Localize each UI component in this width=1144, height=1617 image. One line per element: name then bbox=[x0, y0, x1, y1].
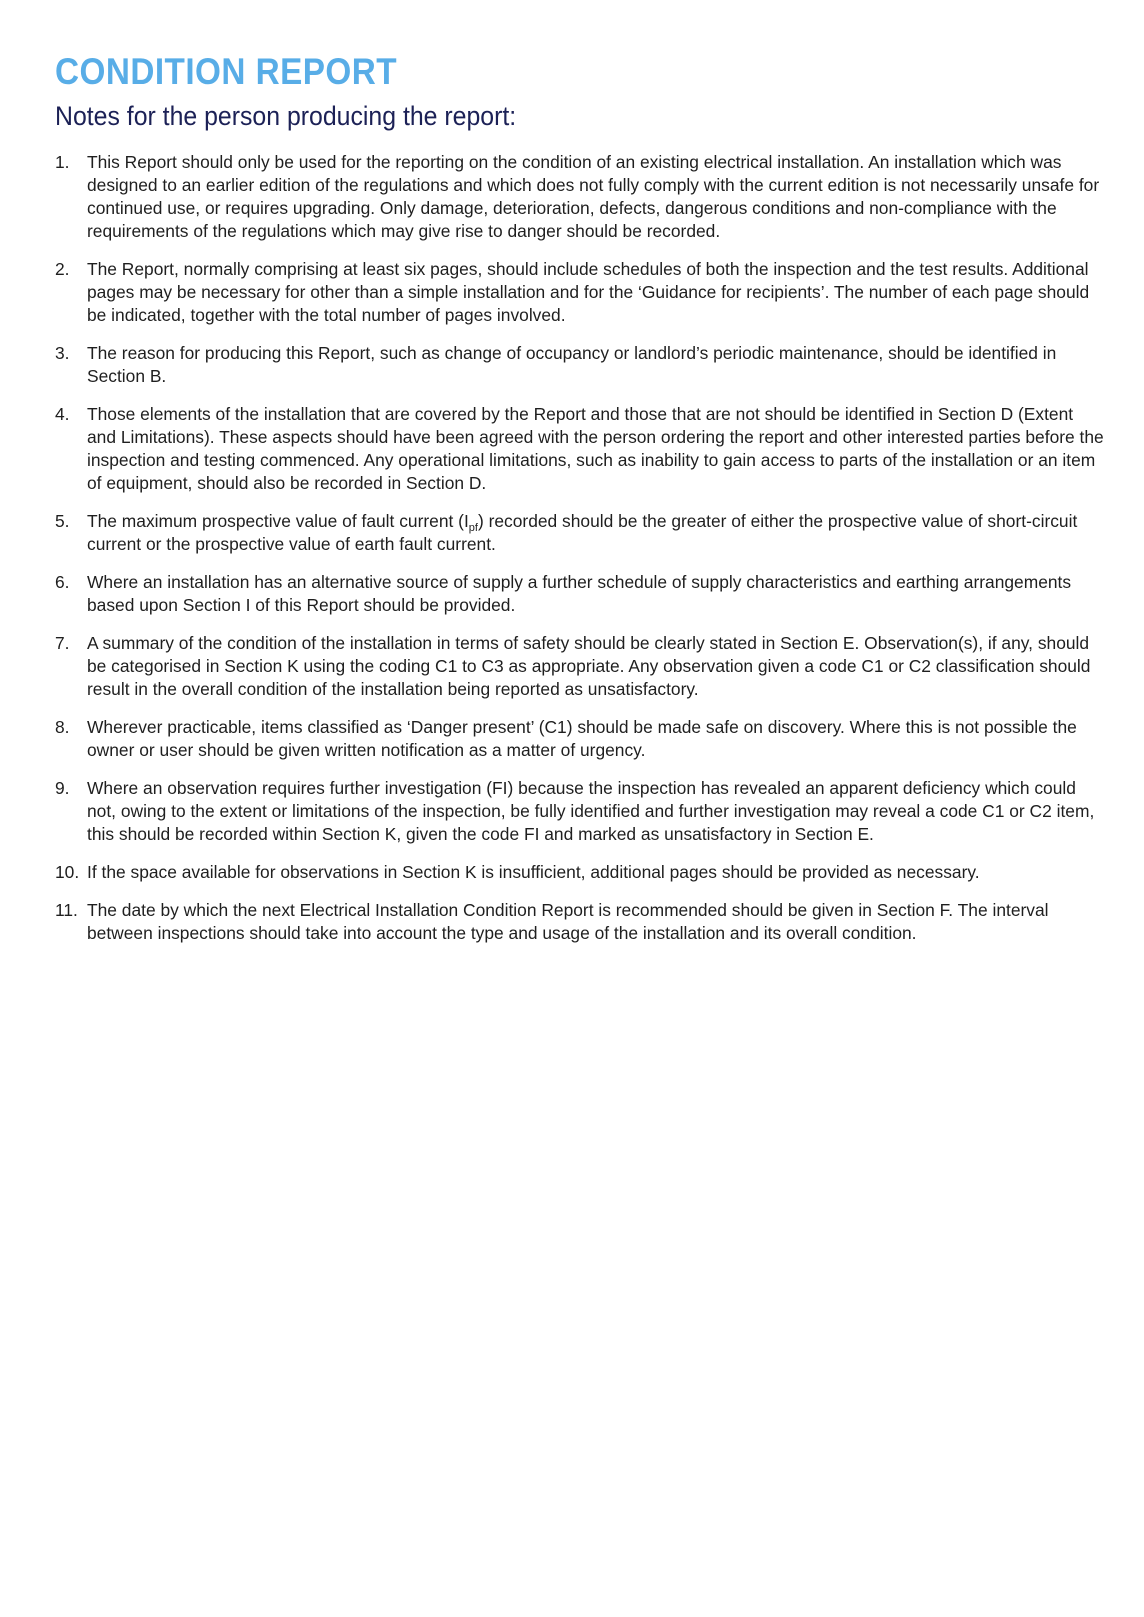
note-number: 6. bbox=[55, 572, 70, 592]
note-item bbox=[55, 861, 1105, 884]
note-item bbox=[55, 632, 1105, 701]
note-item bbox=[55, 510, 1105, 556]
note-text-before: The maximum prospective value of fault current (I bbox=[87, 511, 469, 531]
page-subtitle: Notes for the person producing the report: bbox=[55, 101, 517, 131]
note-text: If the space available for observations in Section K is insufficient, additional pages should be provided as necessary. bbox=[87, 862, 980, 882]
note-item bbox=[55, 716, 1105, 762]
note-text: The reason for producing this Report, such as change of occupancy or landlord’s periodic maintenance, should be identified in Section B. bbox=[87, 343, 1057, 386]
note-text: The Report, normally comprising at least six pages, should include schedules of both the inspection and the test results. Additional pages may be necessary for other than a simple installation and for the ‘Guidance for recipients’. The number of each page should be indicated, together with the total number of pages involved. bbox=[87, 259, 1090, 325]
note-item bbox=[55, 899, 1105, 945]
note-number: 7. bbox=[55, 633, 70, 653]
note-text: Where an observation requires further investigation (FI) because the inspection has revealed an apparent deficiency which could not, owing to the extent or limitations of the inspection, be fully identified and further investigation may reveal a code C1 or C2 item, this should be recorded within Section K, given the code FI and marked as unsatisfactory in Section E. bbox=[87, 778, 1095, 844]
note-item bbox=[55, 403, 1105, 495]
note-number: 1. bbox=[55, 152, 70, 172]
note-number: 11. bbox=[55, 900, 78, 920]
note-text: Wherever practicable, items classified as ‘Danger present’ (C1) should be made safe on discovery. Where this is not possible the owner or user should be given written notification as a matter of urgency. bbox=[87, 717, 1077, 760]
note-text: This Report should only be used for the reporting on the condition of an existing electrical installation. An installation which was designed to an earlier edition of the regulations and which does not fully comply with the current edition is not necessarily unsafe for continued use, or requires upgrading. Only damage, deterioration, defects, dangerous conditions and non-compliance with the requirements of the regulations which may give rise to danger should be recorded. bbox=[87, 152, 1100, 241]
note-item bbox=[55, 342, 1105, 388]
note-text: A summary of the condition of the installation in terms of safety should be clearly stated in Section E. Observation(s), if any, should be categorised in Section K using the coding C1 to C3 as appropriate. Any observation given a code C1 or C2 classification should result in the overall condition of the installation being reported as unsatisfactory. bbox=[87, 633, 1091, 699]
note-number: 9. bbox=[55, 778, 70, 798]
fault-current-subscript: pf bbox=[468, 522, 478, 534]
note-item bbox=[55, 151, 1105, 243]
note-text: Where an installation has an alternative source of supply a further schedule of supply characteristics and earthing arrangements based upon Section I of this Report should be provided. bbox=[87, 572, 1072, 615]
notes-list bbox=[55, 151, 1105, 960]
page-title: CONDITION REPORT bbox=[55, 51, 398, 92]
note-number: 2. bbox=[55, 259, 70, 279]
note-text bbox=[87, 510, 1105, 556]
note-text-after: ) recorded should be the greater of either the prospective value of short-circuit current or the prospective value of earth fault current. bbox=[87, 511, 1078, 554]
note-text: The date by which the next Electrical Installation Condition Report is recommended should be given in Section F. The interval between inspections should take into account the type and usage of the installation and its overall condition. bbox=[87, 900, 1049, 943]
note-item bbox=[55, 571, 1105, 617]
note-number: 4. bbox=[55, 404, 70, 424]
note-number: 5. bbox=[55, 511, 70, 531]
note-number: 10. bbox=[55, 862, 80, 882]
note-item bbox=[55, 777, 1105, 846]
note-text: Those elements of the installation that are covered by the Report and those that are not should be identified in Section D (Extent and Limitations). These aspects should have been agreed with the person ordering the report and other interested parties before the inspection and testing commenced. Any operational limitations, such as inability to gain access to parts of the installation or an item of equipment, should also be recorded in Section D. bbox=[87, 404, 1104, 493]
note-number: 8. bbox=[55, 717, 70, 737]
note-number: 3. bbox=[55, 343, 70, 363]
note-item bbox=[55, 258, 1105, 327]
